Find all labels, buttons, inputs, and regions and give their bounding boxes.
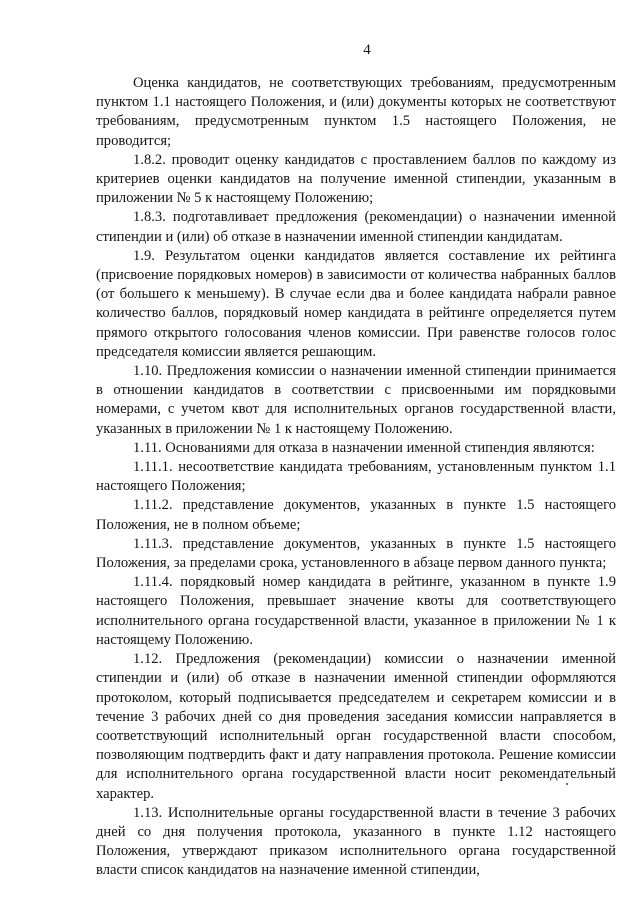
paragraph-1-10: 1.10. Предложения комиссии о назначении именной стипендии принимается в отношении кандидатов в соответствии с присвоенными им порядковыми номерами, с учетом квот для исполнительных органов государственной власти, указанных в приложении № 1 к настоящему Положению. xyxy=(96,363,616,437)
paragraph-1-9: 1.9. Результатом оценки кандидатов является составление их рейтинга (присвоение порядковых номеров) в зависимости от количества набранных баллов (от большего к меньшему). В случае если два и более кандидата набрали равное количество баллов, порядковый номер кандидата в рейтинге определяется путем прямого открытого голосования членов комиссии. При равенстве голосов голос председателя комиссии является решающим. xyxy=(96,247,616,360)
paragraph-1-8-3: 1.8.3. подготавливает предложения (рекомендации) о назначении именной стипендии и (или) об отказе в назначении именной стипендии кандидатам. xyxy=(96,209,616,245)
paragraph-1-11-2: 1.11.2. представление документов, указанных в пункте 1.5 настоящего Положения, не в полном объеме; xyxy=(96,497,616,533)
paragraph-assessment-exclusion: Оценка кандидатов, не соответствующих требованиям, предусмотренным пунктом 1.1 настоящего Положения, и (или) документы которых не соответствуют требованиям, предусмотренным пунктом 1.5 настоящего Положения, не проводится; xyxy=(96,75,616,149)
paragraph-1-11-3: 1.11.3. представление документов, указанных в пункте 1.5 настоящего Положения, за пределами срока, установленного в абзаце первом данного пункта; xyxy=(96,535,616,572)
scan-speck xyxy=(566,783,568,785)
page-number: 4 xyxy=(363,42,371,58)
document-body xyxy=(96,74,616,881)
paragraph-1-11-4: 1.11.4. порядковый номер кандидата в рейтинге, указанном в пункте 1.9 настоящего Положения, превышает значение квоты для соответствующего исполнительного органа государственной власти, указанное в приложении № 1 к настоящему Положению. xyxy=(96,574,616,648)
paragraph-1-12: 1.12. Предложения (рекомендации) комиссии о назначении именной стипендии и (или) об отказе в назначении именной стипендии оформляются протоколом, который подписывается председателем и секретарем комиссии и в течение 3 рабочих дней со дня проведения заседания комиссии направляется в соответствующий исполнительный орган государственной власти способом, позволяющим подтвердить факт и дату направления протокола. Решение комиссии для исполнительного органа государственной власти носит рекомендательный характер. xyxy=(96,651,616,802)
paragraph-1-8-2: 1.8.2. проводит оценку кандидатов с проставлением баллов по каждому из критериев оценки кандидатов на получение именной стипендии, указанным в приложении № 5 к настоящему Положению; xyxy=(96,151,616,207)
paragraph-1-11-1: 1.11.1. несоответствие кандидата требованиям, установленным пунктом 1.1 настоящего Положения; xyxy=(96,459,616,495)
paragraph-1-13: 1.13. Исполнительные органы государственной власти в течение 3 рабочих дней со дня получения протокола, указанного в пункте 1.12 настоящего Положения, утверждают приказом исполнительного органа государственной власти список кандидатов на назначение именной стипендии, xyxy=(96,804,616,879)
paragraph-1-11: 1.11. Основаниями для отказа в назначении именной стипендия являются: xyxy=(133,439,595,456)
